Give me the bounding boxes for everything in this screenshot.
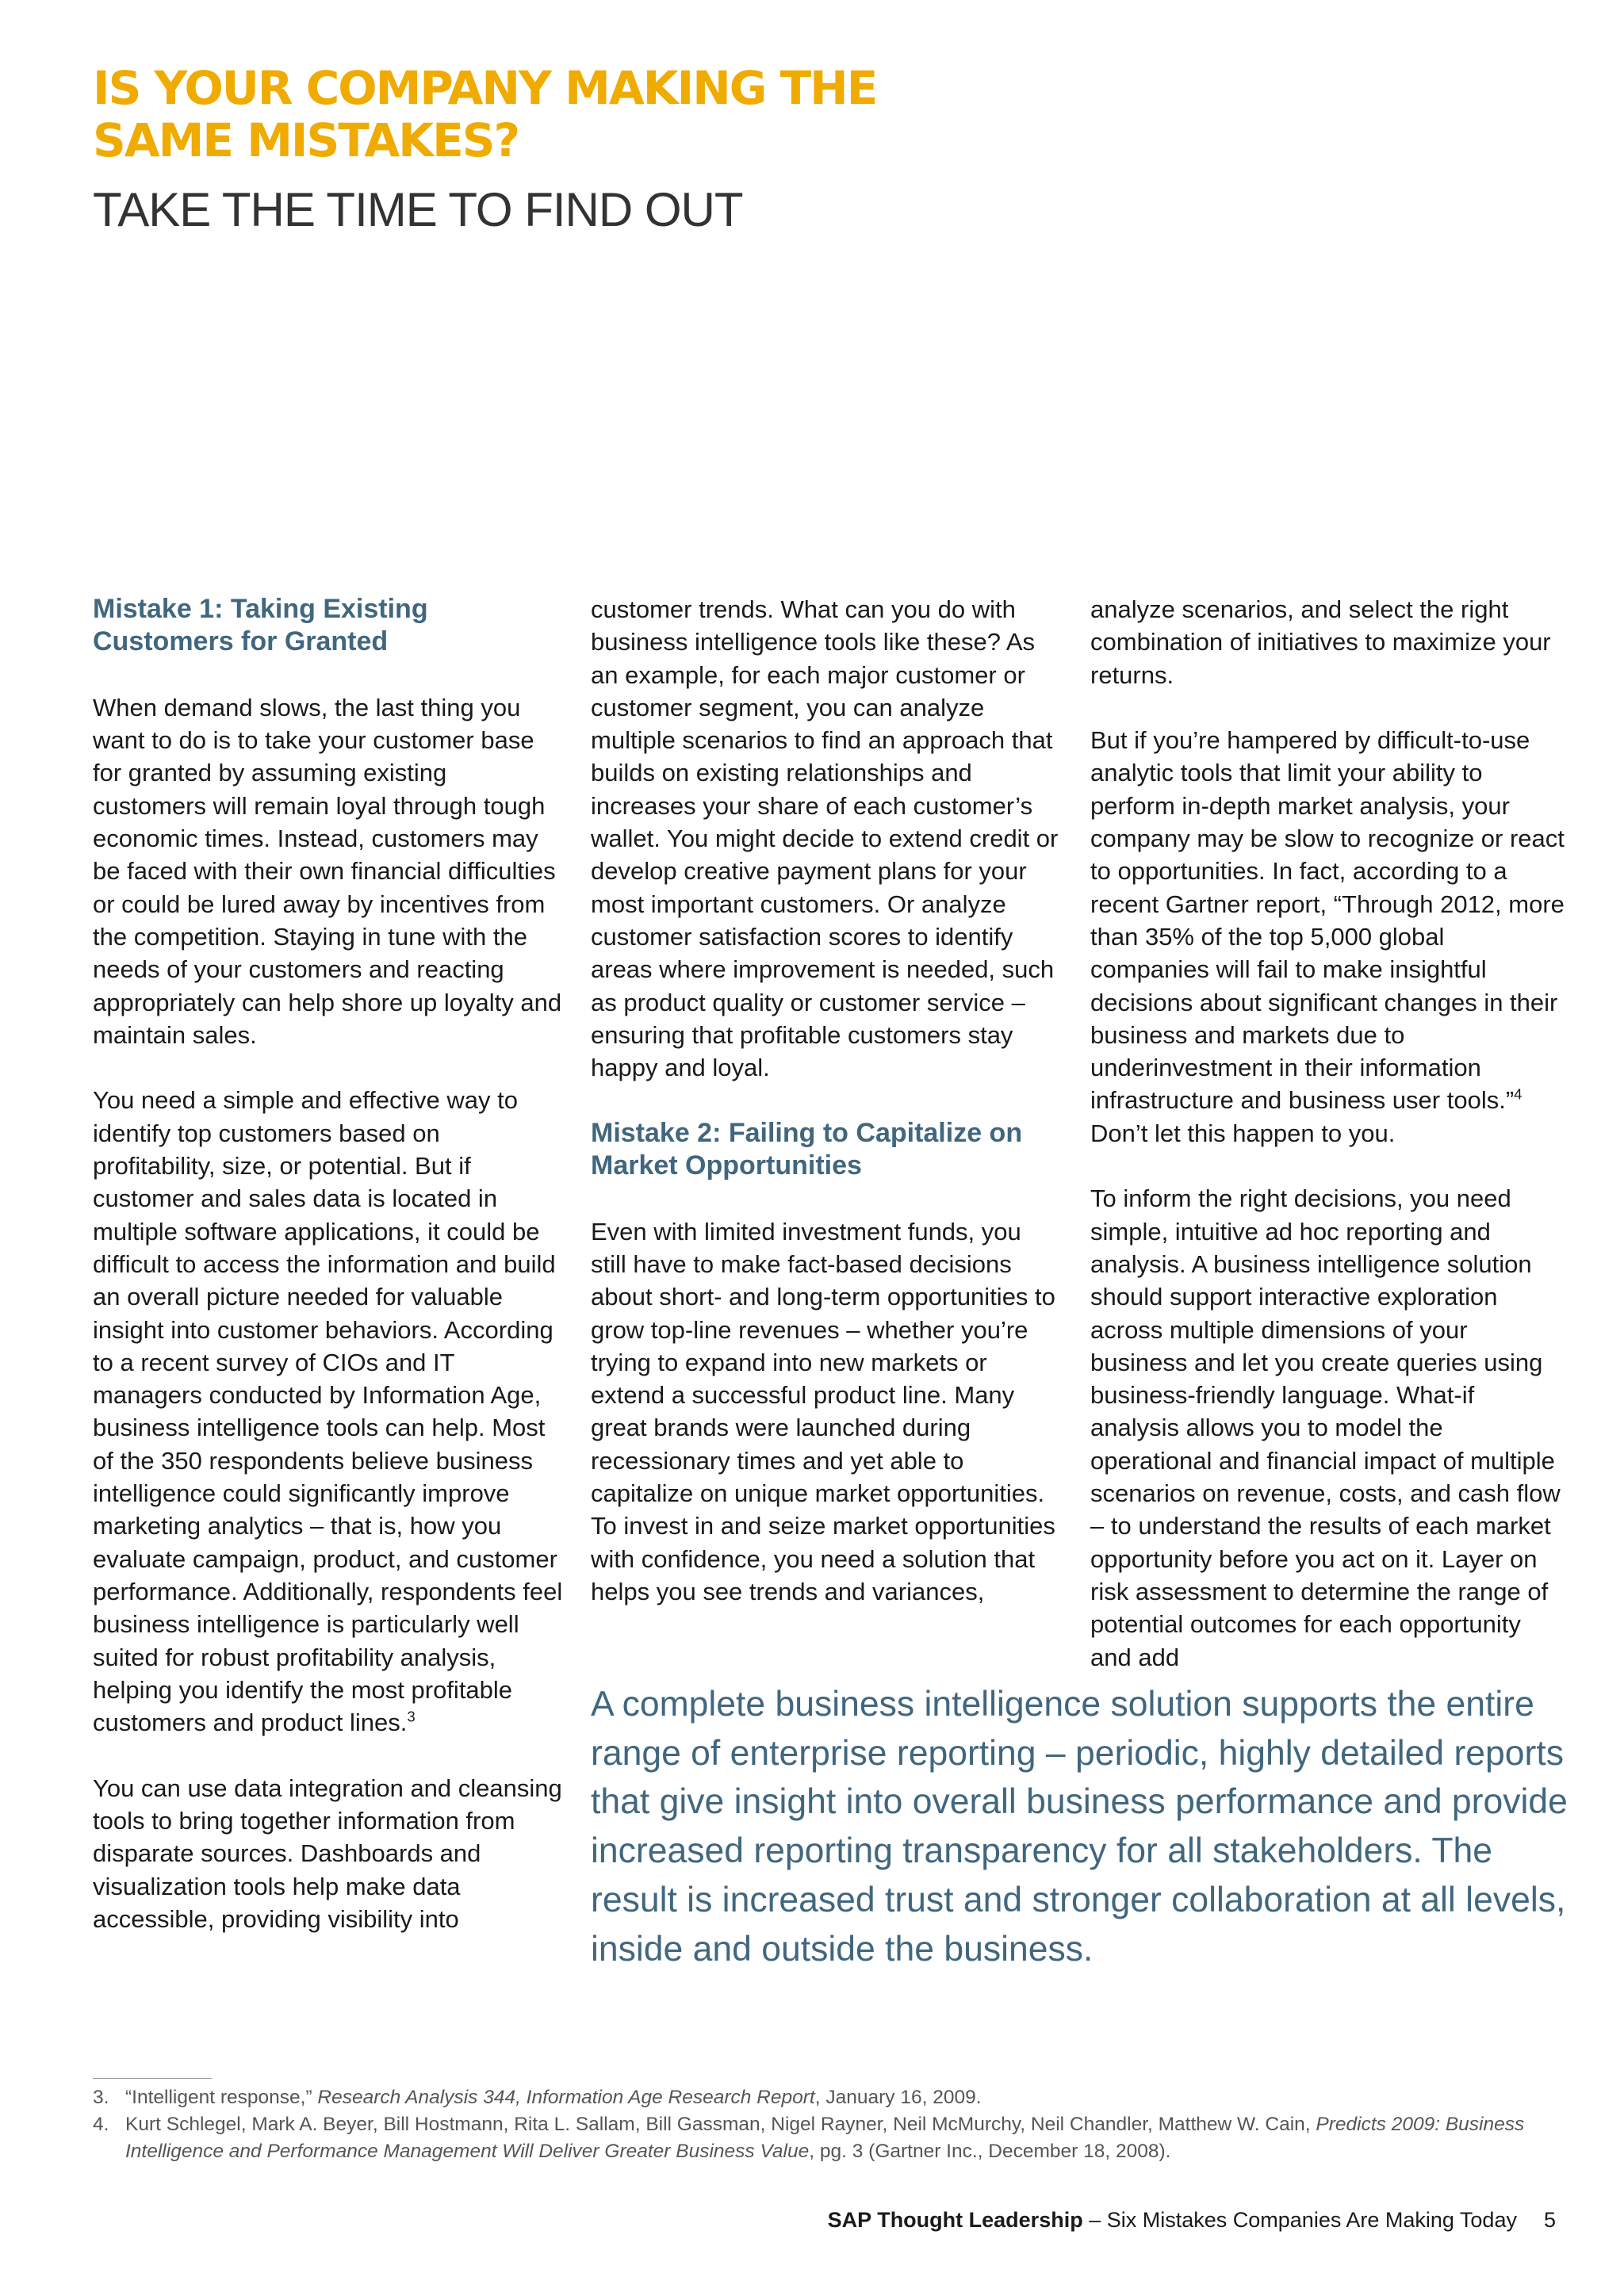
footer-separator: – [1082, 2208, 1107, 2232]
footnote-ref-3: 3 [407, 1708, 416, 1725]
page-footer [828, 2206, 1556, 2233]
footnotes [93, 2084, 1584, 2165]
footnote-text [125, 2111, 1584, 2165]
mistake-2-paragraph-3: To inform the right decisions, you need simple, intuitive ad hoc reporting and analysis. A business intelligence solution should support interactive exploration across multiple dimensions of your business and let you create queries using business-friendly language. What-if analysis allows you to model the operational and financial impact of multiple scenarios on revenue, costs, and cash flow – to understand the results of each market opportunity before you act on it. Layer on risk assessment to determine the range of potential outcomes for each opportunity and add [1090, 1184, 1561, 1671]
mistake-1-heading-line-2: Customers for Granted [93, 626, 389, 657]
mistake-2-paragraph-1: Even with limited investment funds, you still have to make fact-based decisions about short- and long-term opportunities to grow top-line revenues – whether you’re trying to expand into new markets or extend a successful product line. Many great brands were launched during recessionary times and yet able to capitalize on unique market opportunities. To invest in and seize market opportunities with confidence, you need a solution that helps you see trends and variances, [591, 1217, 1055, 1605]
mistake-2-heading [591, 1117, 1063, 1183]
footnote-text-post: , pg. 3 (Gartner Inc., December 18, 2008). [809, 2141, 1171, 2162]
mistake-1-paragraph-3-continued: customer trends. What can you do with business intelligence tools like these? As an example, for each major customer or customer segment, you can analyze multiple scenarios to find an approach that builds on existing relationships and increases your share of each customer’s wallet. You might decide to extend credit or develop creative payment plans for your most important customers. Or analyze customer satisfaction scores to identify areas where improvement is needed, such as product quality or customer service – ensuring that profitable customers stay happy and loyal. [591, 595, 1059, 1082]
footnote-source-title: Predicts 2009: Business Intelligence and Performance Management Will Deliver Greater Business Value [125, 2114, 1525, 2162]
mistake-2-paragraph-1-continued: analyze scenarios, and select the right combination of initiatives to maximize your returns. [1090, 595, 1551, 689]
page-subtitle: TAKE THE TIME TO FIND OUT [93, 183, 743, 236]
mistake-2-paragraph-2-text: But if you’re hampered by difficult-to-use analytic tools that limit your ability to perform in-depth market analysis, your company may be slow to recognize or react to opportunities. In fact, according to a recent Gartner report, “Through 2012, more than 35% of the top 5,000 global companies will fail to make insightful decisions about significant changes in their business and markets due to underinvestment in their information infrastructure and business user tools.” [1090, 726, 1565, 1115]
footnote-3 [93, 2084, 1584, 2111]
mistake-2-heading-line-2: Market Opportunities [591, 1150, 862, 1181]
footnote-text [125, 2084, 1584, 2111]
mistake-1-heading [93, 593, 565, 659]
page-title [93, 62, 1124, 166]
footnote-number: 4. [93, 2114, 109, 2135]
footnote-text-pre: “Intelligent response,” [125, 2087, 318, 2108]
mistake-1-paragraph-2-text: You need a simple and effective way to identify top customers based on profitability, size, or potential. But if customer and sales data is located in multiple software applications, it could be difficult to access the information and build an overall picture needed for valuable insight into customer behaviors. According to a recent survey of CIOs and IT managers conducted by Information Age, business intelligence tools can help. Most of the 350 respondents believe business intelligence could significantly improve marketing analytics – that is, how you evaluate campaign, product, and customer performance. Additionally, respondents feel business intelligence is particularly well suited for robust profitability analysis, helping you identify the most profitable customers and product lines. [93, 1086, 563, 1737]
footnote-4 [93, 2111, 1584, 2165]
footer-document-title: Six Mistakes Companies Are Making Today [1106, 2208, 1517, 2232]
mistake-2-heading-line-1: Mistake 2: Failing to Capitalize on [591, 1117, 1023, 1148]
page-number: 5 [1543, 2208, 1556, 2232]
footnote-number: 3. [93, 2087, 109, 2108]
body-column-3 [1090, 593, 1566, 1706]
footnote-text-pre: Kurt Schlegel, Mark A. Beyer, Bill Hostmann, Rita L. Sallam, Bill Gassman, Nigel Rayner, Neil McMurchy, Neil Chandler, Matthew W. Cain, [125, 2114, 1316, 2135]
footnote-divider [93, 2078, 212, 2079]
mistake-1-heading-line-1: Mistake 1: Taking Existing [93, 594, 428, 624]
footnote-text-post: , January 16, 2009. [814, 2087, 982, 2108]
page-title-line-1: IS YOUR COMPANY MAKING THE [93, 61, 877, 115]
mistake-1-paragraph-3: You can use data integration and cleansing tools to bring together information from disparate sources. Dashboards and visualization tools help make data accessible, providing visibility into [93, 1774, 562, 1933]
mistake-2-paragraph-2 [1090, 724, 1566, 1150]
body-column-2-flow [591, 593, 1063, 1641]
mistake-1-paragraph-2 [93, 1084, 565, 1739]
footer-brand: SAP Thought Leadership [827, 2208, 1083, 2232]
footnote-source-title: Research Analysis 344, Information Age Research Report [317, 2087, 815, 2108]
body-column-1 [93, 593, 565, 1968]
mistake-1-paragraph-1: When demand slows, the last thing you want to do is to take your customer base for granted by assuming existing customers will remain loyal through tough economic times. Instead, customers may be faced with their own financial difficulties or could be lured away by incentives from the competition. Staying in tune with the needs of your customers and reacting appropriately can help shore up loyalty and maintain sales. [93, 693, 562, 1049]
footnote-ref-4: 4 [1514, 1086, 1522, 1104]
mistake-2-paragraph-2-tail: Don’t let this happen to you. [1090, 1119, 1396, 1147]
pull-quote: A complete business intelligence solution supports the entire range of enterprise reporting – periodic, highly detailed reports that give insight into overall business performance and provide increased reporting transparency for all stakeholders. The result is increased trust and stronger collaboration at all levels, inside and outside the business. [591, 1685, 1568, 1969]
page-title-line-2: SAME MISTAKES? [93, 113, 519, 167]
